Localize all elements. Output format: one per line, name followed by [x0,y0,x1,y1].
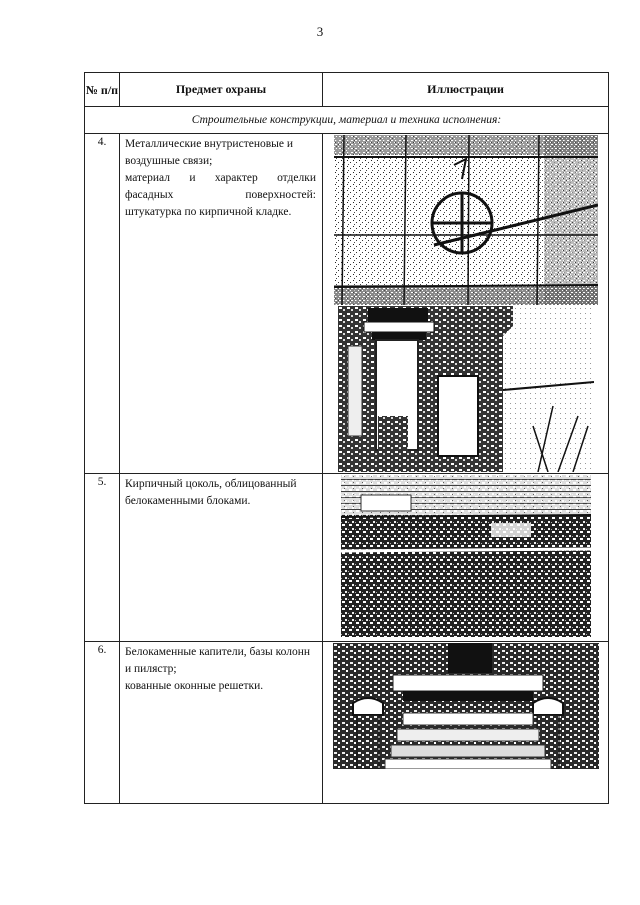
photo-column-capital [338,306,594,472]
header-subject: Предмет охраны [120,73,323,107]
row-subject-line: материал и характер отделки фасадных поверхностей: [125,172,316,201]
row-subject [120,642,323,804]
row-illustrations [323,642,609,804]
row-number: 6. [85,642,120,804]
row-subject-line: Металлические внутристеновые и воздушные связи; [125,138,294,167]
photo-wall-tie-anchor [334,135,598,305]
table-row [85,134,609,474]
row-subject-line: штукатурка по кирпичной кладке. [125,206,292,218]
row-subject [120,474,323,642]
header-num: № п/п [85,73,120,107]
section-title: Строительные конструкции, материал и техника исполнения: [85,107,609,134]
row-number: 4. [85,134,120,474]
table-header-row [85,73,609,107]
header-illustrations: Иллюстрации [323,73,609,107]
page-number: 3 [316,24,324,39]
table-row [85,642,609,804]
row-number: 5. [85,474,120,642]
row-subject [120,134,323,474]
row-subject-line: кованные оконные решетки. [125,680,264,692]
protection-subject-table [84,72,609,804]
photo-brick-plinth [341,475,591,637]
section-row [85,107,609,134]
row-illustrations [323,134,609,474]
row-subject-line: Белокаменные капители, базы колонн и пилястр; [125,646,311,675]
photo-capitals-window [333,643,599,769]
row-illustrations [323,474,609,642]
table-row [85,474,609,642]
row-subject-line: Кирпичный цоколь, облицованный белокаменными блоками. [125,478,297,507]
